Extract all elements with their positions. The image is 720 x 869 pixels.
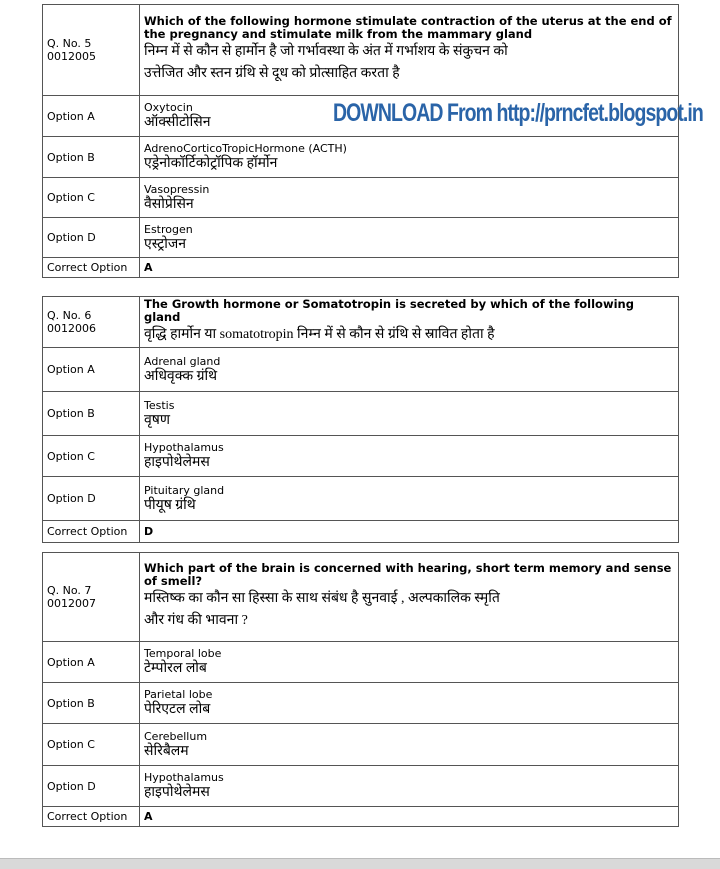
option-text-en: Cerebellum (144, 729, 208, 743)
option-row (43, 683, 679, 724)
option-row (43, 392, 679, 436)
question-text-hi: और गंध की भावना ? (144, 613, 248, 628)
option-row (43, 178, 679, 218)
option-text-hi: अधिवृक्क ग्रंथि (144, 368, 218, 384)
option-text-hi: हाइपोथेलेमस (144, 785, 210, 800)
option-text-en: AdrenoCorticoTropicHormone (ACTH) (144, 142, 347, 155)
option-label: Option D (43, 766, 140, 807)
question-row (43, 297, 679, 348)
option-label: Option A (43, 96, 140, 137)
question-table (42, 4, 679, 278)
question-id: 0012007 (47, 597, 96, 610)
question-number-cell (43, 553, 140, 642)
option-cell (140, 766, 679, 807)
option-row (43, 642, 679, 683)
option-text-hi: एस्ट्रोजन (144, 236, 187, 252)
question-text-hi: निम्न में से कौन से हार्मोन है जो गर्भावस्था के अंत में गर्भाशय के संकुचन को (144, 44, 508, 59)
question-text-en: Which part of the brain is concerned with hearing, short term memory and sense of smell? (144, 561, 672, 588)
option-text-en: Hypothalamus (144, 441, 224, 454)
option-label: Option C (43, 178, 140, 218)
option-label: Option C (43, 436, 140, 477)
option-text-hi: ऑक्सीटोसिन (144, 115, 211, 130)
option-text-en: Vasopressin (144, 182, 210, 196)
correct-option-row (43, 258, 679, 278)
option-row (43, 766, 679, 807)
option-text-en: Adrenal gland (144, 354, 221, 368)
question-text-hi: मस्तिष्क का कौन सा हिस्सा के साथ संबंध है सुनवाई , अल्पकालिक स्मृति (144, 591, 500, 606)
option-text-en: Testis (144, 398, 175, 412)
option-cell (140, 137, 679, 178)
option-cell (140, 348, 679, 392)
question-id: 0012006 (47, 322, 96, 335)
option-row (43, 137, 679, 178)
question-text-cell (140, 553, 679, 642)
option-label: Option A (43, 348, 140, 392)
correct-option-label: Correct Option (43, 521, 140, 543)
option-label: Option B (43, 683, 140, 724)
question-table (42, 552, 679, 827)
option-row (43, 724, 679, 766)
option-label: Option D (43, 218, 140, 258)
option-label: Option B (43, 137, 140, 178)
question-text-en: The Growth hormone or Somatotropin is secreted by which of the following gland (144, 297, 634, 324)
question-table (42, 296, 679, 543)
option-text-hi: पीयूष ग्रंथि (144, 497, 196, 513)
option-row (43, 436, 679, 477)
option-cell (140, 477, 679, 521)
option-cell (140, 724, 679, 766)
option-label: Option C (43, 724, 140, 766)
option-text-hi: वृषण (144, 412, 170, 428)
option-text-en: Estrogen (144, 222, 193, 236)
question-text-cell (140, 297, 679, 348)
option-text-hi: वैसोप्रेसिन (144, 196, 194, 212)
correct-option-value: A (140, 258, 679, 278)
correct-option-label: Correct Option (43, 258, 140, 278)
option-cell (140, 436, 679, 477)
option-cell (140, 178, 679, 218)
option-text-hi: एड्रेनोकॉर्टिकोट्रॉपिक हॉर्मोन (144, 156, 278, 171)
option-row (43, 477, 679, 521)
option-text-en: Hypothalamus (144, 771, 224, 784)
question-text-hi: वृद्धि हार्मोन या somatotropin निम्न में से कौन से ग्रंथि से स्रावित होता है (144, 327, 495, 342)
question-row (43, 5, 679, 96)
option-cell (140, 218, 679, 258)
option-text-hi: हाइपोथेलेमस (144, 455, 210, 470)
option-text-hi: सेरिबैलम (144, 743, 189, 759)
question-text-en: Which of the following hormone stimulate contraction of the uterus at the end of the pregnancy and stimulate milk from the mammary gland (144, 14, 672, 41)
bottom-bar (0, 858, 720, 869)
correct-option-value: D (140, 521, 679, 543)
correct-option-row (43, 807, 679, 827)
question-number: Q. No. 5 (47, 37, 92, 50)
question-number: Q. No. 7 (47, 584, 92, 597)
question-row (43, 553, 679, 642)
option-text-en: Temporal lobe (144, 647, 222, 660)
option-text-en: Pituitary gland (144, 483, 225, 497)
question-number-cell (43, 297, 140, 348)
correct-option-value: A (140, 807, 679, 827)
question-number-cell (43, 5, 140, 96)
option-text-en: Parietal lobe (144, 688, 213, 701)
question-text-hi: उत्तेजित और स्तन ग्रंथि से दूध को प्रोत्साहित करता है (144, 66, 400, 81)
option-row (43, 348, 679, 392)
option-cell (140, 642, 679, 683)
option-cell (140, 392, 679, 436)
download-watermark: DOWNLOAD From http://prncfet.blogspot.in (333, 99, 703, 127)
option-text-hi: टेम्पोरल लोब (144, 661, 207, 676)
option-label: Option D (43, 477, 140, 521)
question-text-cell (140, 5, 679, 96)
question-number: Q. No. 6 (47, 309, 92, 322)
option-cell (140, 683, 679, 724)
option-row (43, 218, 679, 258)
option-label: Option B (43, 392, 140, 436)
correct-option-row (43, 521, 679, 543)
option-label: Option A (43, 642, 140, 683)
question-id: 0012005 (47, 50, 96, 63)
option-text-en: Oxytocin (144, 101, 193, 114)
option-text-hi: पेरिएटल लोब (144, 702, 211, 717)
correct-option-label: Correct Option (43, 807, 140, 827)
